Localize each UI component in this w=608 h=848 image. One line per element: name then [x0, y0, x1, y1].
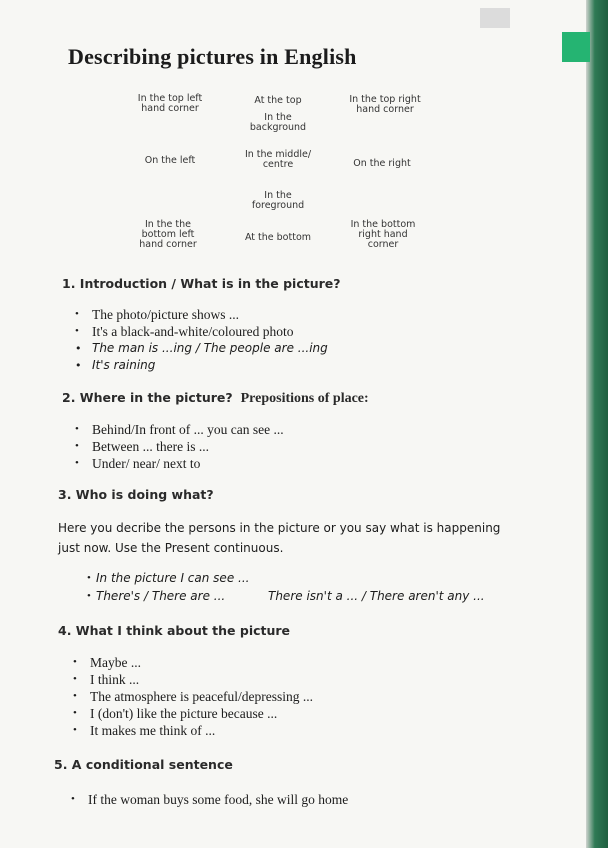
list-item: • Behind/In front of ... you can see ...: [72, 421, 284, 438]
list-introduction: [72, 306, 328, 374]
bullet: •: [87, 572, 91, 584]
heading-think: 4. What I think about the picture: [58, 623, 291, 638]
list-item: • If the woman buys some food, she will go home: [68, 791, 348, 808]
page-edge: [586, 0, 608, 848]
heading-where: [62, 390, 369, 407]
heading-where-text: 2. Where in the picture?: [62, 390, 233, 405]
list-item: • I (don't) like the picture because ...: [70, 705, 313, 722]
position-right: On the right: [353, 158, 411, 169]
redaction-mark: [480, 8, 510, 28]
position-middle: In the middle/ centre: [244, 149, 312, 170]
heading-conditional: 5. A conditional sentence: [54, 757, 233, 772]
example-line: In the picture I can see ...: [96, 571, 250, 585]
list-item: • Maybe ...: [70, 654, 313, 671]
position-foreground: In the foreground: [251, 190, 305, 211]
list-item: • It's raining: [72, 357, 328, 374]
sticky-tab: [562, 32, 590, 62]
document-title: Describing pictures in English: [68, 44, 357, 69]
list-item: • The man is ...ing / The people are ...ing: [72, 340, 328, 357]
position-bottom-left: In the the bottom left hand corner: [139, 219, 197, 250]
position-top-left: In the top left hand corner: [137, 93, 203, 114]
list-item: • It's a black-and-white/coloured photo: [72, 323, 328, 340]
position-top-right: In the top right hand corner: [349, 94, 421, 115]
list-where: [72, 421, 284, 472]
position-left: On the left: [144, 155, 196, 166]
list-item: • Between ... there is ...: [72, 438, 284, 455]
heading-who: 3. Who is doing what?: [58, 487, 214, 502]
example-line: There's / There are ...: [96, 589, 226, 603]
list-conditional: [68, 791, 348, 808]
bullet: •: [87, 590, 91, 602]
list-item: • It makes me think of ...: [70, 722, 313, 739]
position-bottom: At the bottom: [244, 232, 312, 243]
position-top: At the top: [254, 95, 302, 106]
list-item: • I think ...: [70, 671, 313, 688]
list-item: • The photo/picture shows ...: [72, 306, 328, 323]
paragraph-who: Here you decribe the persons in the picture or you say what is happening just now. Use the Present continuous.: [58, 521, 501, 555]
list-think: [70, 654, 313, 739]
list-item: • The atmosphere is peaceful/depressing ...: [70, 688, 313, 705]
position-background: In the background: [249, 112, 307, 133]
position-bottom-right: In the bottom right hand corner: [350, 219, 416, 250]
heading-prepositions: Prepositions of place:: [240, 391, 369, 406]
list-item: • Under/ near/ next to: [72, 455, 284, 472]
heading-introduction: 1. Introduction / What is in the picture?: [62, 276, 341, 291]
example-line: There isn't a ... / There aren't any ...: [268, 589, 485, 603]
